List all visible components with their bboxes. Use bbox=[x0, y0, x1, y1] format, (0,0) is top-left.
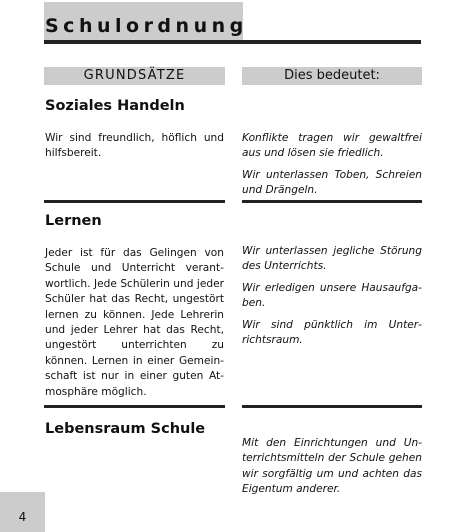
title-rule bbox=[44, 40, 421, 44]
section-meanings-social bbox=[242, 131, 422, 205]
meaning-item: Mit den Einrichtungen und Unterrichtsmitteln der Schule gehen wir sorgfältig um und achten das Eigentum anderer. bbox=[242, 437, 422, 496]
meaning-item: Wir sind pünktlich im Unterrichtsraum. bbox=[242, 318, 422, 347]
section-meanings-school-space bbox=[242, 436, 422, 504]
section-heading-social: Soziales Handeln bbox=[45, 98, 185, 114]
meaning-item: Wir unterlassen Toben, Schreien und Drängeln. bbox=[242, 168, 422, 197]
section-divider-left bbox=[44, 405, 225, 408]
page-title: Schulordnung bbox=[45, 15, 248, 37]
section-meanings-learning bbox=[242, 244, 422, 354]
column-header-meaning: Dies bedeutet: bbox=[242, 67, 422, 85]
section-heading-school-space: Lebensraum Schule bbox=[45, 421, 206, 437]
meaning-item: Wir unterlassen jegliche Störung des Unterrichts. bbox=[242, 245, 422, 273]
column-header-principles: GRUNDSÄTZE bbox=[44, 67, 225, 85]
section-divider-right bbox=[242, 200, 422, 203]
meaning-item: Konflikte tragen wir gewaltfrei aus und lösen sie friedlich. bbox=[242, 132, 422, 160]
section-divider-right bbox=[242, 405, 422, 408]
section-principle-learning: Jeder ist für das Gelingen von Schule und Unterricht verantwortlich. Jede Schülerin und jeder Schüler hat das Recht, ungestört lernen zu können. Jede Lehrerin und jeder Lehrer hat das Recht, ungestört unterrichten zu können. Lernen in einer Gemeinschaft ist nur in einer guten Atmosphäre möglich. bbox=[45, 247, 224, 398]
section-heading-learning: Lernen bbox=[45, 213, 102, 229]
section-divider-left bbox=[44, 200, 225, 203]
section-principle-social: Wir sind freundlich, höflich und hilfsbereit. bbox=[45, 132, 224, 160]
page-number: 4 bbox=[18, 510, 27, 524]
meaning-item: Wir erledigen unsere Hausaufgaben. bbox=[242, 281, 422, 310]
